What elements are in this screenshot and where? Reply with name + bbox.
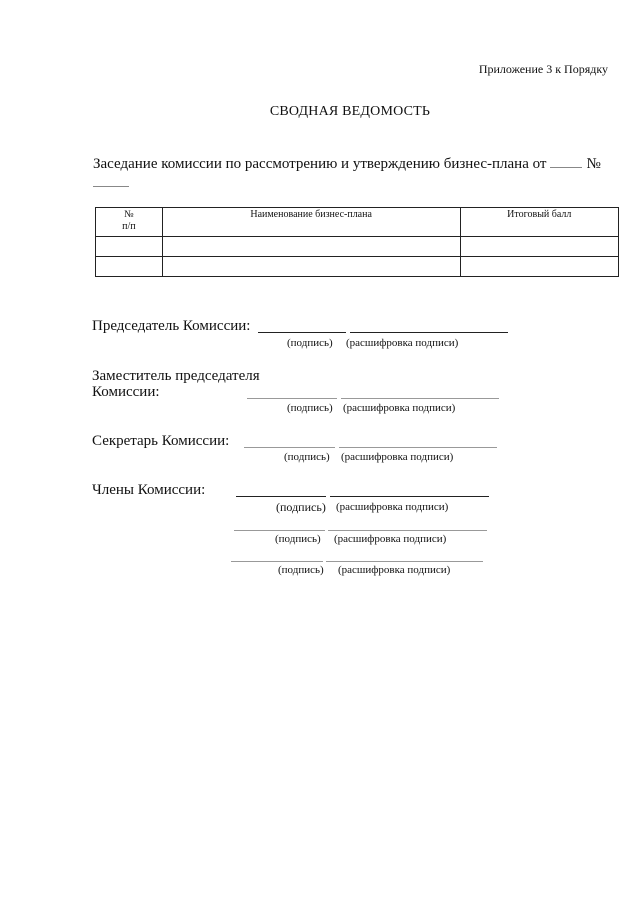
- summary-table: [95, 207, 619, 277]
- table-cell-score[interactable]: [460, 237, 618, 257]
- chairman-signature-line[interactable]: [258, 332, 346, 333]
- meeting-text: Заседание комиссии по рассмотрению и утверждению бизнес-плана от: [93, 156, 547, 172]
- chairman-decryption-caption: (расшифровка подписи): [346, 337, 459, 349]
- column-header-number-abbr: п/п: [122, 221, 136, 232]
- member3-signature-caption: (подпись): [278, 564, 324, 576]
- chairman-decryption-line[interactable]: [350, 332, 508, 333]
- table-cell-name[interactable]: [162, 237, 460, 257]
- secretary-decryption-caption: (расшифровка подписи): [341, 451, 454, 463]
- date-blank[interactable]: [550, 155, 582, 168]
- table-cell-number[interactable]: [96, 257, 163, 277]
- secretary-signature-line[interactable]: [244, 447, 335, 448]
- table-row: [96, 257, 619, 277]
- column-header-name: Наименование бизнес-плана: [162, 208, 460, 237]
- table-cell-score[interactable]: [460, 257, 618, 277]
- member3-decryption-caption: (расшифровка подписи): [338, 564, 451, 576]
- number-sign: №: [586, 156, 601, 172]
- table-cell-name[interactable]: [162, 257, 460, 277]
- member2-signature-line[interactable]: [234, 530, 325, 531]
- appendix-note: Приложение 3 к Порядку: [478, 62, 608, 76]
- secretary-decryption-line[interactable]: [339, 447, 497, 448]
- number-blank[interactable]: [93, 186, 129, 187]
- table-header-row: [96, 208, 619, 237]
- member2-signature-caption: (подпись): [275, 533, 321, 545]
- deputy-signature-caption: (подпись): [287, 402, 333, 414]
- column-header-number: [96, 208, 163, 237]
- member3-decryption-line[interactable]: [326, 561, 483, 562]
- secretary-label: Секретарь Комиссии:: [92, 433, 230, 449]
- chairman-label: Председатель Комиссии:: [92, 318, 251, 334]
- member1-decryption-line[interactable]: [330, 496, 489, 497]
- member1-signature-caption: (подпись): [276, 500, 326, 514]
- deputy-decryption-line[interactable]: [341, 398, 499, 399]
- table-cell-number[interactable]: [96, 237, 163, 257]
- member1-signature-line[interactable]: [236, 496, 326, 497]
- members-label: Члены Комиссии:: [92, 482, 206, 498]
- chairman-signature-caption: (подпись): [287, 337, 333, 349]
- member1-decryption-caption: (расшифровка подписи): [336, 501, 449, 513]
- secretary-signature-caption: (подпись): [284, 451, 330, 463]
- member2-decryption-caption: (расшифровка подписи): [334, 533, 447, 545]
- table-row: [96, 237, 619, 257]
- document-title: СВОДНАЯ ВЕДОМОСТЬ: [269, 104, 431, 119]
- member2-decryption-line[interactable]: [328, 530, 487, 531]
- member3-signature-line[interactable]: [231, 561, 323, 562]
- deputy-label-line2: Комиссии:: [92, 384, 160, 400]
- deputy-decryption-caption: (расшифровка подписи): [343, 402, 456, 414]
- meeting-line: [93, 155, 601, 173]
- column-header-score: Итоговый балл: [460, 208, 618, 237]
- deputy-signature-line[interactable]: [247, 398, 337, 399]
- column-header-number-sign: №: [124, 209, 134, 220]
- deputy-label-line1: Заместитель председателя: [92, 368, 260, 384]
